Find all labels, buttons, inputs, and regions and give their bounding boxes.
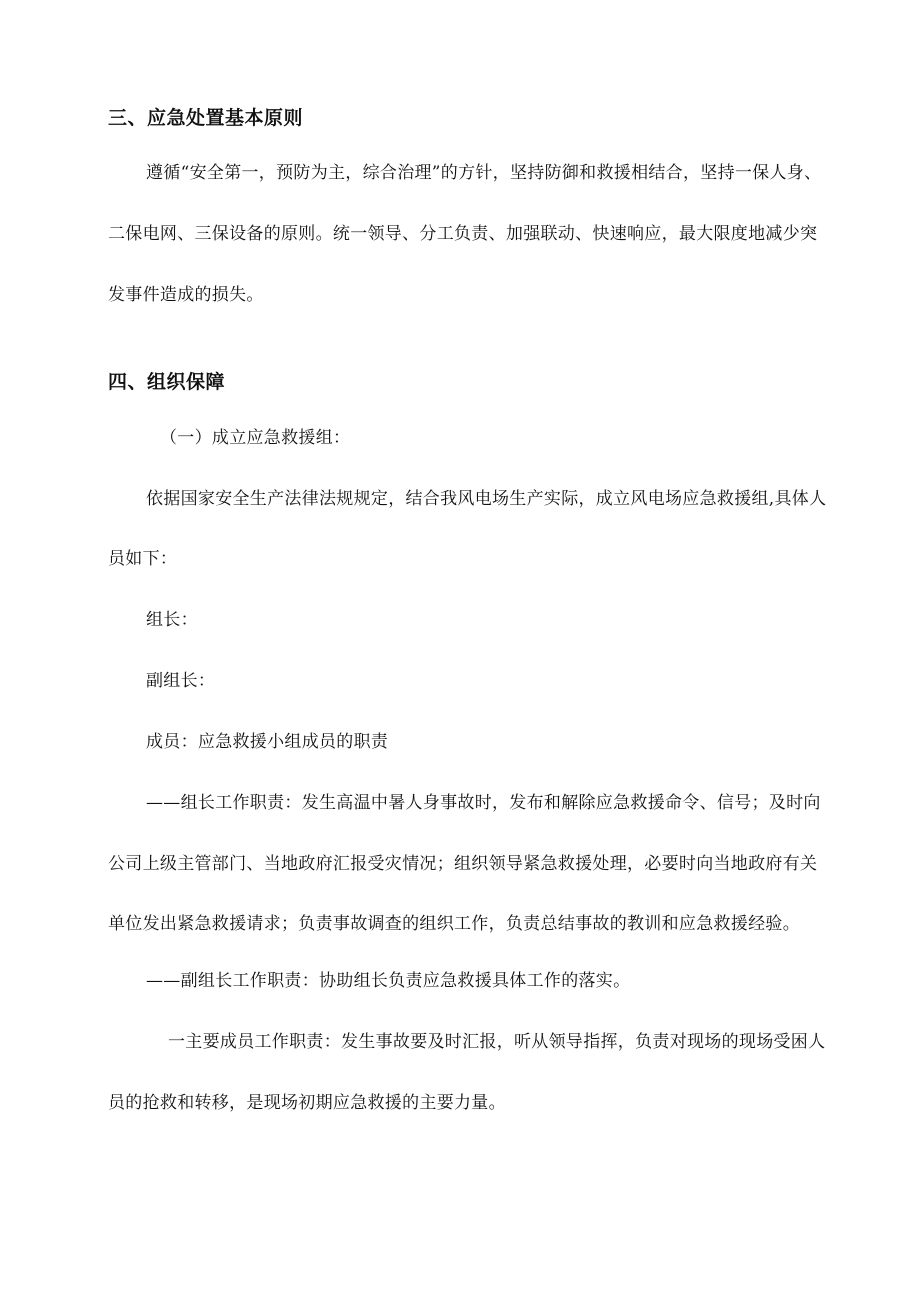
section-3-paragraph-line-3: 发事件造成的损失。	[108, 285, 264, 305]
section-3-paragraph-line-1: 遵循“安全第一，预防为主，综合治理”的方针，坚持防御和救援相结合，坚持一保人身、	[146, 163, 822, 183]
section-3-heading: 三、应急处置基本原则	[108, 107, 304, 129]
section-4-heading: 四、组织保障	[108, 371, 226, 393]
leader-duty-line-3: 单位发出紧急救援请求；负责事故调查的组织工作，负责总结事故的教训和应急救援经验。	[108, 914, 800, 934]
leader-label: 组长：	[146, 610, 198, 630]
member-duty-line-2: 员的抢救和转移，是现场初期应急救援的主要力量。	[108, 1093, 506, 1113]
leader-duty-line-2: 公司上级主管部门、当地政府汇报受灾情况；组织领导紧急救援处理，必要时向当地政府有关	[108, 854, 818, 874]
member-duty-line-1: 一主要成员工作职责：发生事故要及时汇报，听从领导指挥，负责对现场的现场受困人	[168, 1032, 826, 1052]
members-label: 成员：应急救援小组成员的职责	[146, 732, 389, 752]
section-3-paragraph-line-2: 二保电网、三保设备的原则。统一领导、分工负责、加强联动、快速响应，最大限度地减少突	[108, 224, 818, 244]
intro-paragraph-line-2: 员如下：	[108, 549, 178, 569]
deputy-leader-label: 副组长：	[146, 671, 216, 691]
deputy-duty-line: ——副组长工作职责：协助组长负责应急救援具体工作的落实。	[146, 971, 631, 991]
intro-paragraph-line-1: 依据国家安全生产法律法规规定，结合我风电场生产实际，成立风电场应急救援组,具体人	[146, 489, 827, 509]
leader-duty-line-1: ——组长工作职责：发生高温中暑人身事故时，发布和解除应急救援命令、信号；及时向	[146, 793, 821, 813]
subsection-heading: （一）成立应急救援组：	[160, 428, 351, 448]
